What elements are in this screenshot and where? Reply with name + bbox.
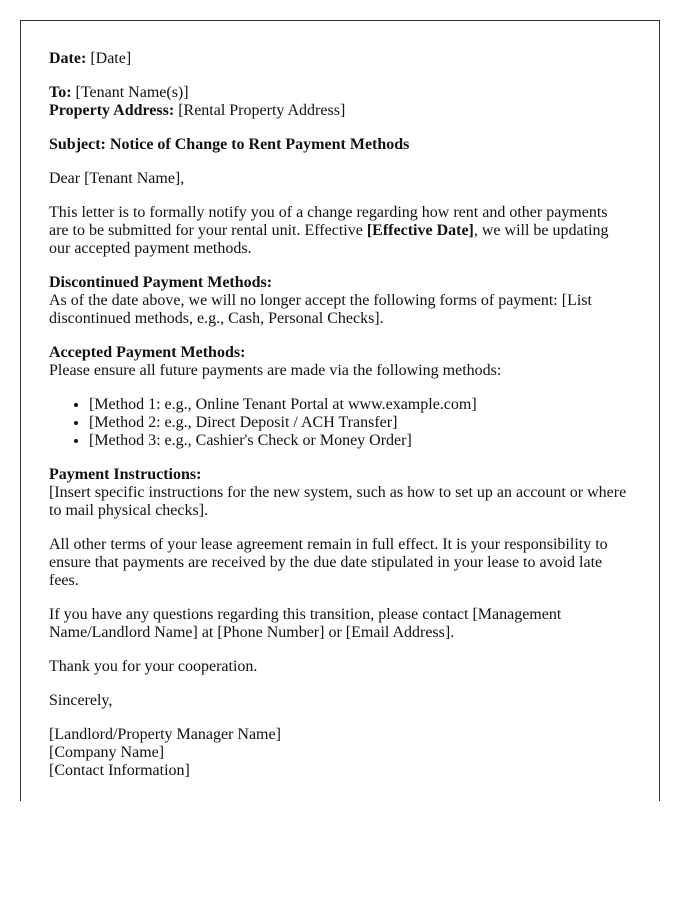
intro-text-after: , we will be updating our accepted payment methods.: [49, 222, 609, 257]
discontinued-section: [49, 274, 631, 328]
thanks-paragraph: Thank you for your cooperation.: [49, 658, 258, 675]
method-item: • [Method 2: e.g., Direct Deposit / ACH Transfer]: [89, 414, 631, 432]
to-value: [Tenant Name(s)]: [75, 84, 189, 101]
signature-contact: [Contact Information]: [49, 762, 190, 779]
discontinued-heading: Discontinued Payment Methods:: [49, 274, 273, 291]
property-address-value: [Rental Property Address]: [178, 102, 346, 119]
signature-company: [Company Name]: [49, 744, 165, 761]
intro-paragraph: [49, 204, 631, 258]
lease-terms-paragraph: All other terms of your lease agreement remain in full effect. It is your responsibility to ensure that payments are received by the due date stipulated in your lease to avoid late fees.: [49, 536, 608, 589]
signature-block: [49, 726, 631, 780]
closing: Sincerely,: [49, 692, 113, 709]
to-label: To:: [49, 84, 72, 101]
subject-line: Subject: Notice of Change to Rent Payment Methods: [49, 136, 410, 153]
method-item: • [Method 3: e.g., Cashier's Check or Money Order]: [89, 432, 631, 450]
accepted-heading: Accepted Payment Methods:: [49, 344, 246, 361]
salutation: Dear [Tenant Name],: [49, 170, 185, 187]
letter-page: [20, 20, 660, 801]
intro-text-before: This letter is to formally notify you of a change regarding how rent and other payments are to be submitted for your rental unit. Effective: [49, 204, 608, 239]
property-address-label: Property Address:: [49, 102, 175, 119]
effective-date: [Effective Date]: [366, 222, 474, 239]
to-line: [49, 84, 631, 102]
date-label: Date:: [49, 50, 87, 67]
accepted-section: [49, 344, 631, 380]
accepted-methods-list: [49, 396, 631, 450]
date-line: [49, 50, 631, 68]
date-value: [Date]: [90, 50, 132, 67]
property-address-line: [49, 102, 631, 120]
discontinued-body: As of the date above, we will no longer accept the following forms of payment: [List discontinued methods, e.g., Cash, Personal Checks].: [49, 292, 592, 327]
accepted-body: Please ensure all future payments are made via the following methods:: [49, 362, 502, 379]
method-item: • [Method 1: e.g., Online Tenant Portal at www.example.com]: [89, 396, 631, 414]
instructions-heading: Payment Instructions:: [49, 466, 202, 483]
signature-name: [Landlord/Property Manager Name]: [49, 726, 281, 743]
questions-paragraph: If you have any questions regarding this transition, please contact [Management Name/Landlord Name] at [Phone Number] or [Email Address].: [49, 606, 562, 641]
instructions-section: [49, 466, 631, 520]
instructions-body: [Insert specific instructions for the new system, such as how to set up an account or where to mail physical checks].: [49, 484, 627, 519]
recipient-block: [49, 84, 631, 120]
